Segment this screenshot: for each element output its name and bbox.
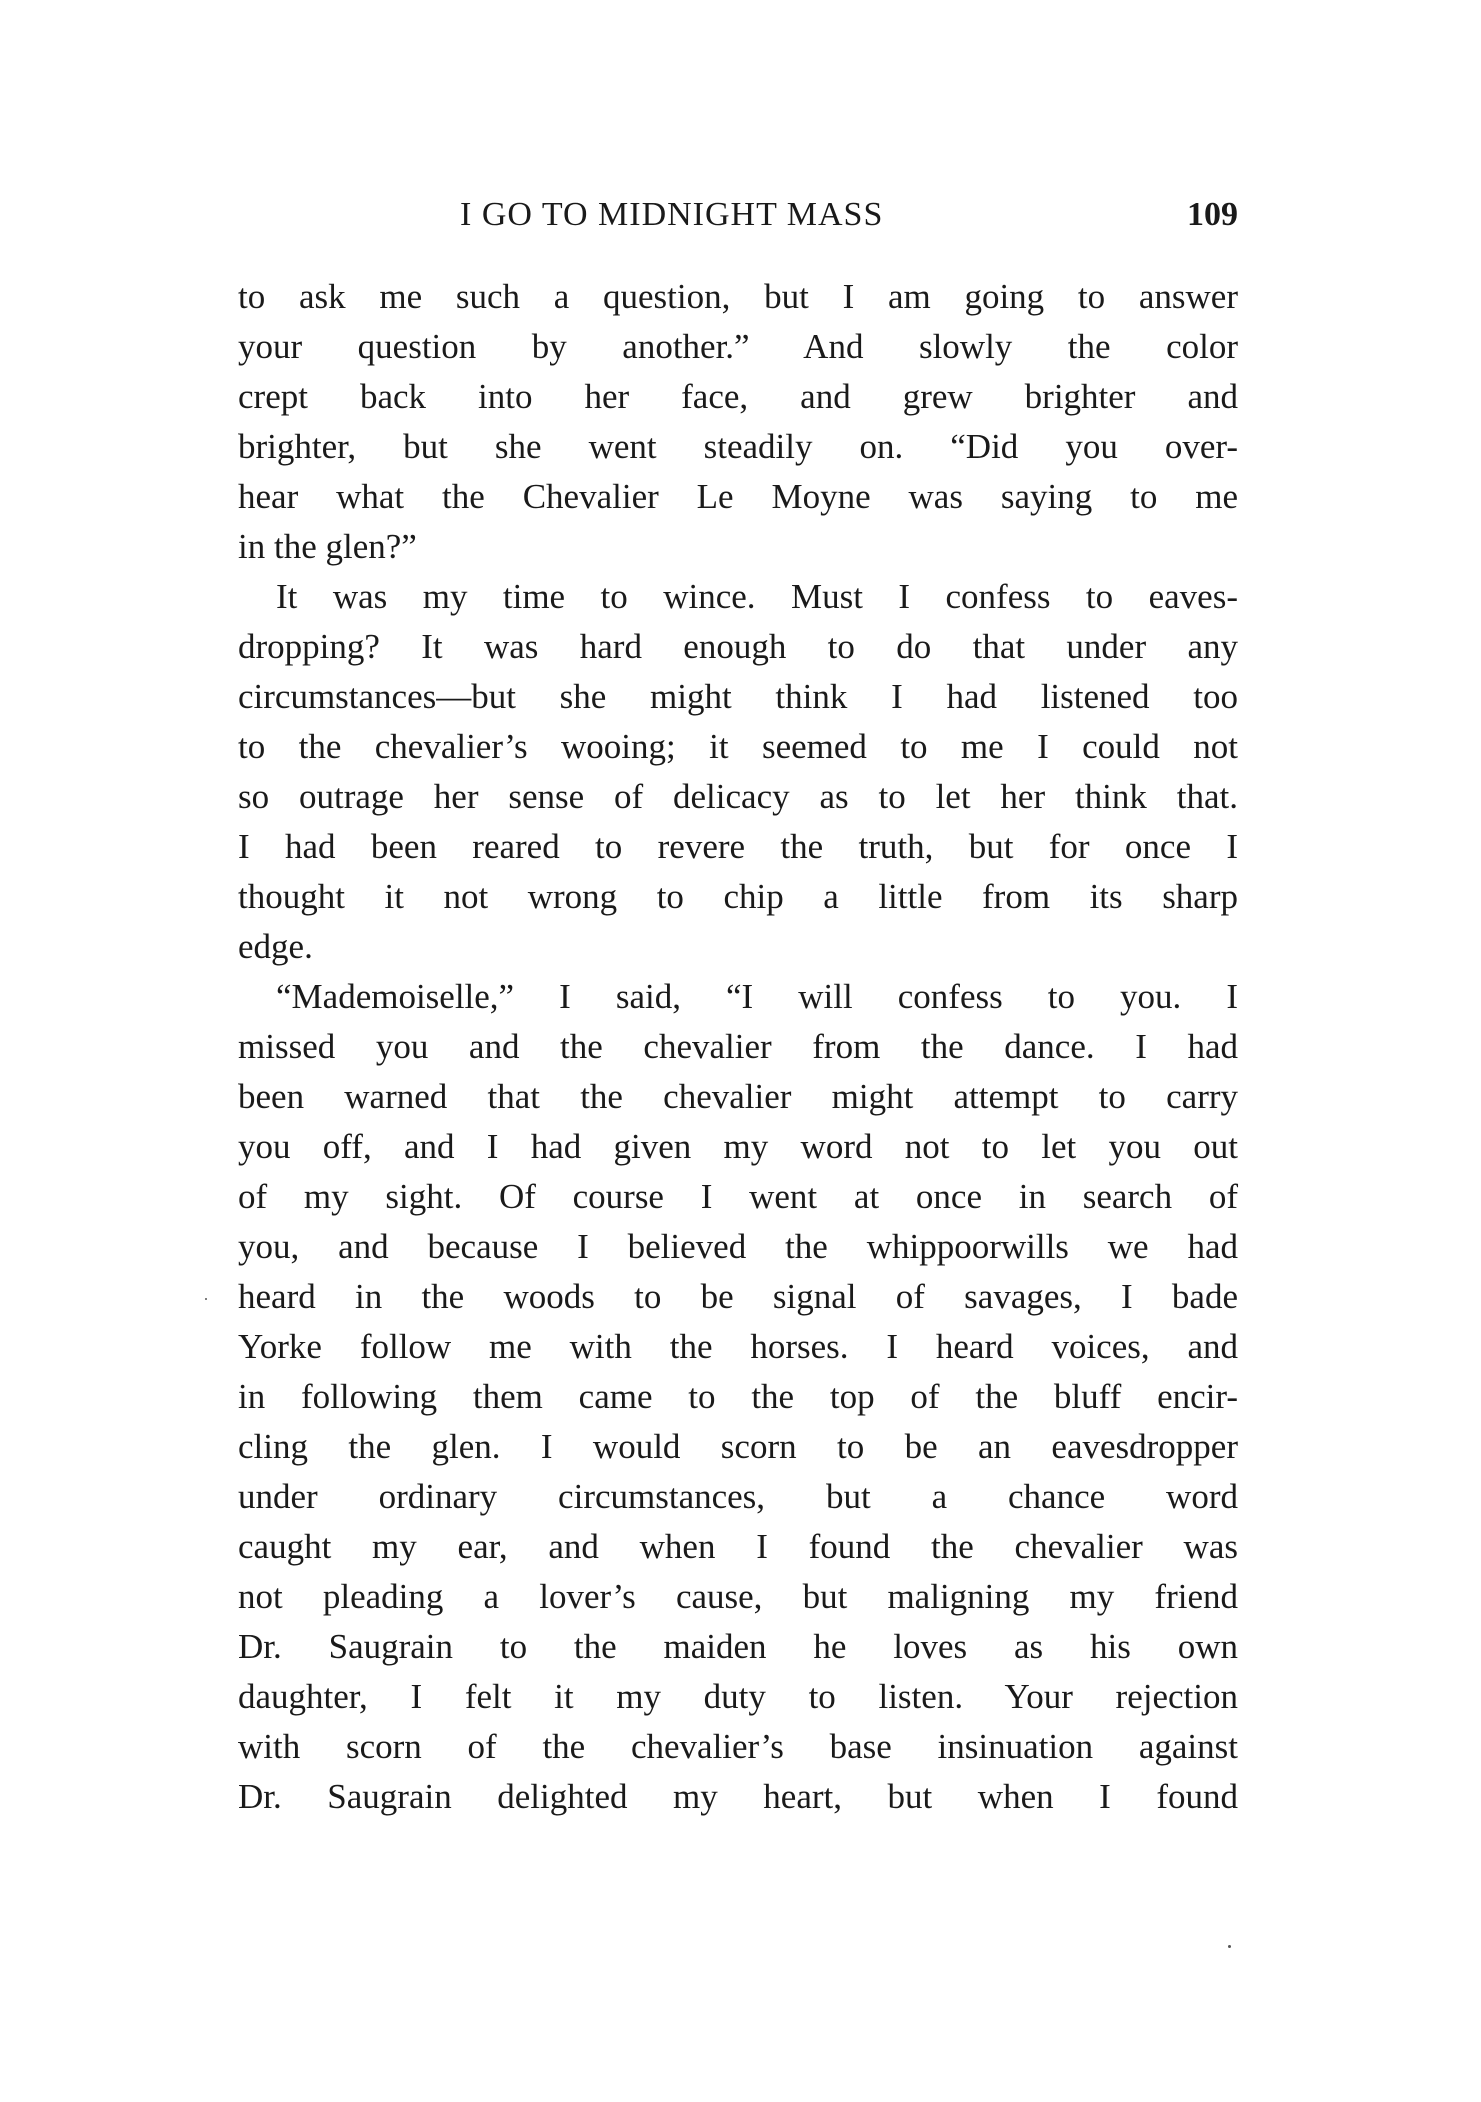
- text-line: edge.: [238, 927, 313, 966]
- text-line: Yorke follow me with the horses. I heard voices, and: [238, 1327, 1238, 1366]
- text-line: you off, and I had given my word not to let you out: [238, 1127, 1238, 1166]
- text-line: to ask me such a question, but I am going to answer: [238, 277, 1238, 316]
- text-line: of my sight. Of course I went at once in search of: [238, 1177, 1238, 1216]
- print-speck: [205, 1298, 207, 1300]
- text-line: your question by another.” And slowly the color: [238, 327, 1238, 366]
- text-line: crept back into her face, and grew brighter and: [238, 377, 1238, 416]
- text-line: brighter, but she went steadily on. “Did you over-: [238, 427, 1238, 466]
- text-line: I had been reared to revere the truth, but for once I: [238, 827, 1238, 866]
- page-number: 109: [1187, 196, 1238, 233]
- text-line: cling the glen. I would scorn to be an eavesdropper: [238, 1427, 1238, 1466]
- text-line: you, and because I believed the whippoorwills we had: [238, 1227, 1238, 1266]
- text-line: with scorn of the chevalier’s base insinuation against: [238, 1727, 1238, 1766]
- text-line: daughter, I felt it my duty to listen. Your rejection: [238, 1677, 1238, 1716]
- text-line: in the glen?”: [238, 527, 417, 566]
- text-line: to the chevalier’s wooing; it seemed to me I could not: [238, 727, 1238, 766]
- running-title: I GO TO MIDNIGHT MASS: [460, 196, 884, 233]
- body-text: [238, 272, 1238, 1822]
- text-line: “Mademoiselle,” I said, “I will confess to you. I: [276, 977, 1238, 1016]
- text-line: dropping? It was hard enough to do that under any: [238, 627, 1238, 666]
- text-line: hear what the Chevalier Le Moyne was saying to me: [238, 477, 1238, 516]
- text-line: caught my ear, and when I found the chevalier was: [238, 1527, 1238, 1566]
- text-line: Dr. Saugrain to the maiden he loves as his own: [238, 1627, 1238, 1666]
- text-line: circumstances—but she might think I had listened too: [238, 677, 1238, 716]
- text-line: under ordinary circumstances, but a chance word: [238, 1477, 1238, 1516]
- text-line: It was my time to wince. Must I confess to eaves-: [276, 577, 1238, 616]
- print-speck: [1228, 1945, 1231, 1948]
- text-line: missed you and the chevalier from the dance. I had: [238, 1027, 1238, 1066]
- text-line: thought it not wrong to chip a little from its sharp: [238, 877, 1238, 916]
- text-line: not pleading a lover’s cause, but maligning my friend: [238, 1577, 1238, 1616]
- text-line: been warned that the chevalier might attempt to carry: [238, 1077, 1238, 1116]
- text-line: heard in the woods to be signal of savages, I bade: [238, 1277, 1238, 1316]
- text-line: so outrage her sense of delicacy as to let her think that.: [238, 777, 1238, 816]
- text-line: in following them came to the top of the bluff encir-: [238, 1377, 1238, 1416]
- running-head: [238, 196, 1238, 244]
- text-line: Dr. Saugrain delighted my heart, but when I found: [238, 1777, 1238, 1816]
